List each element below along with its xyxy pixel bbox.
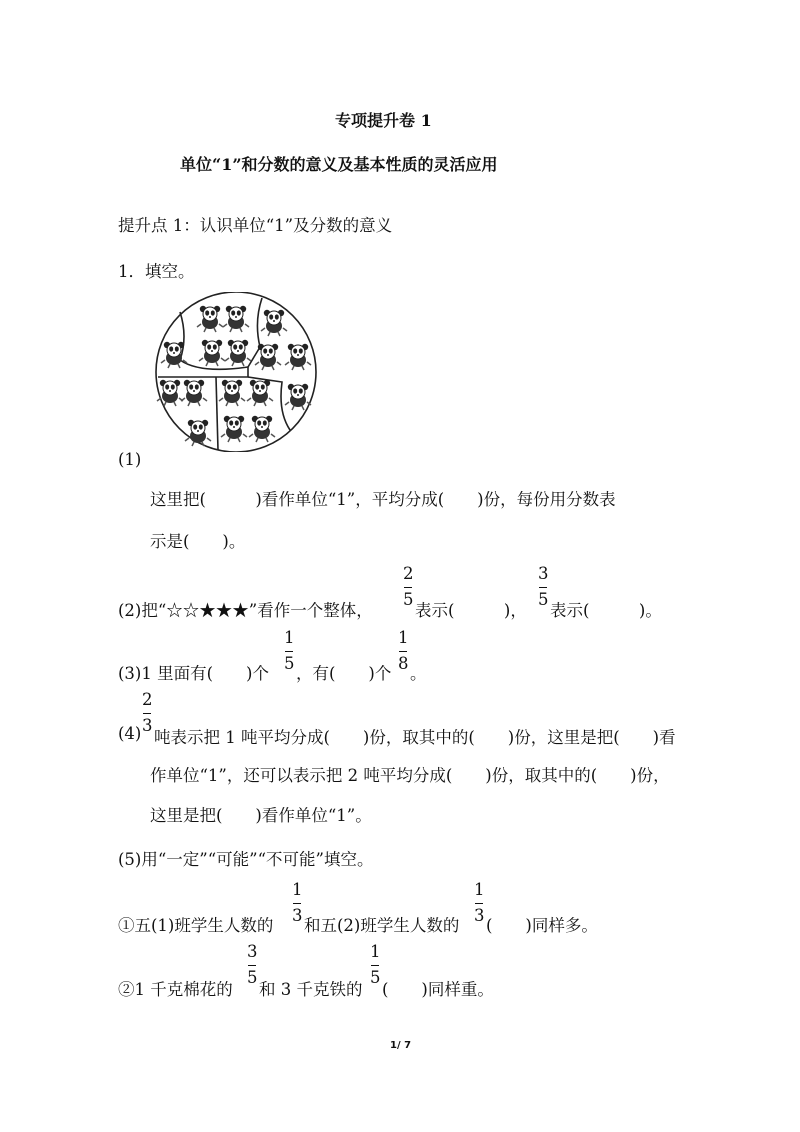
section-heading: 提升点 1：认识单位“1”及分数的意义 — [118, 216, 393, 235]
fraction-denominator: 3 — [142, 715, 153, 735]
fraction-denominator: 5 — [403, 589, 414, 609]
fraction-numerator: 1 — [370, 942, 381, 961]
fraction-1-8 — [398, 630, 409, 672]
part-3-text-c: 。 — [410, 664, 427, 683]
part-3-text-a: (3)1 里面有( )个 — [118, 664, 269, 683]
fraction-denominator: 3 — [474, 905, 485, 925]
fraction-1-5 — [284, 630, 295, 672]
fraction-denominator: 3 — [292, 905, 303, 925]
page-number: 1/ 7 — [390, 1040, 412, 1051]
fraction-2-3 — [142, 692, 153, 734]
fraction-denominator: 8 — [398, 653, 409, 673]
page-subtitle: 单位“1”和分数的意义及基本性质的灵活应用 — [180, 155, 498, 174]
fraction-numerator: 2 — [403, 564, 414, 583]
fraction-3-5-b — [247, 944, 258, 986]
part-1-line-2: 示是( )。 — [150, 532, 246, 551]
item-1-text-a: ①五(1)班学生人数的 — [118, 916, 274, 935]
part-2-text-a: (2)把“☆☆★★★”看作一个整体， — [118, 601, 373, 620]
part-2-text-c: 表示( )。 — [550, 601, 662, 620]
item-2-text-c: ( )同样重。 — [382, 980, 494, 999]
part-4-number: (4) — [118, 724, 142, 743]
part-3-text-b: ，有( )个 — [296, 664, 392, 683]
question-1-heading: 1．填空。 — [118, 262, 195, 281]
fraction-numerator: 2 — [142, 690, 153, 709]
item-2-text-b: 和 3 千克铁的 — [259, 980, 363, 999]
item-2-text-a: ②1 千克棉花的 — [118, 980, 233, 999]
fraction-numerator: 1 — [292, 880, 303, 899]
fraction-denominator: 5 — [538, 589, 549, 609]
part-5-instruction: (5)用“一定”“可能”“不可能”填空。 — [118, 850, 374, 869]
part-2-text-b: 表示( )， — [415, 601, 527, 620]
part-1-line-1: 这里把( )看作单位“1”，平均分成( )份，每份用分数表 — [150, 490, 616, 509]
panda-circle-figure — [150, 292, 322, 452]
part-4-line-3: 这里是把( )看作单位“1”。 — [150, 806, 372, 825]
fraction-1-3-b — [474, 882, 485, 924]
fraction-numerator: 3 — [247, 942, 258, 961]
page-title: 专项提升卷 1 — [335, 111, 432, 130]
item-1-text-b: 和五(2)班学生人数的 — [304, 916, 460, 935]
part-4-line-1: 吨表示把 1 吨平均分成( )份，取其中的( )份，这里是把( )看 — [154, 728, 676, 747]
item-1-text-c: ( )同样多。 — [486, 916, 598, 935]
fraction-denominator: 5 — [247, 967, 258, 987]
part-4-line-2: 作单位“1”，还可以表示把 2 吨平均分成( )份，取其中的( )份， — [150, 766, 670, 785]
fraction-denominator: 5 — [370, 967, 381, 987]
fraction-numerator: 1 — [398, 628, 409, 647]
fraction-1-5-b — [370, 944, 381, 986]
fraction-numerator: 1 — [284, 628, 295, 647]
fraction-1-3-a — [292, 882, 303, 924]
fraction-3-5 — [538, 566, 549, 608]
fraction-numerator: 1 — [474, 880, 485, 899]
fraction-denominator: 5 — [284, 653, 295, 673]
fraction-2-5 — [403, 566, 414, 608]
part-1-number: (1) — [118, 450, 142, 469]
fraction-numerator: 3 — [538, 564, 549, 583]
